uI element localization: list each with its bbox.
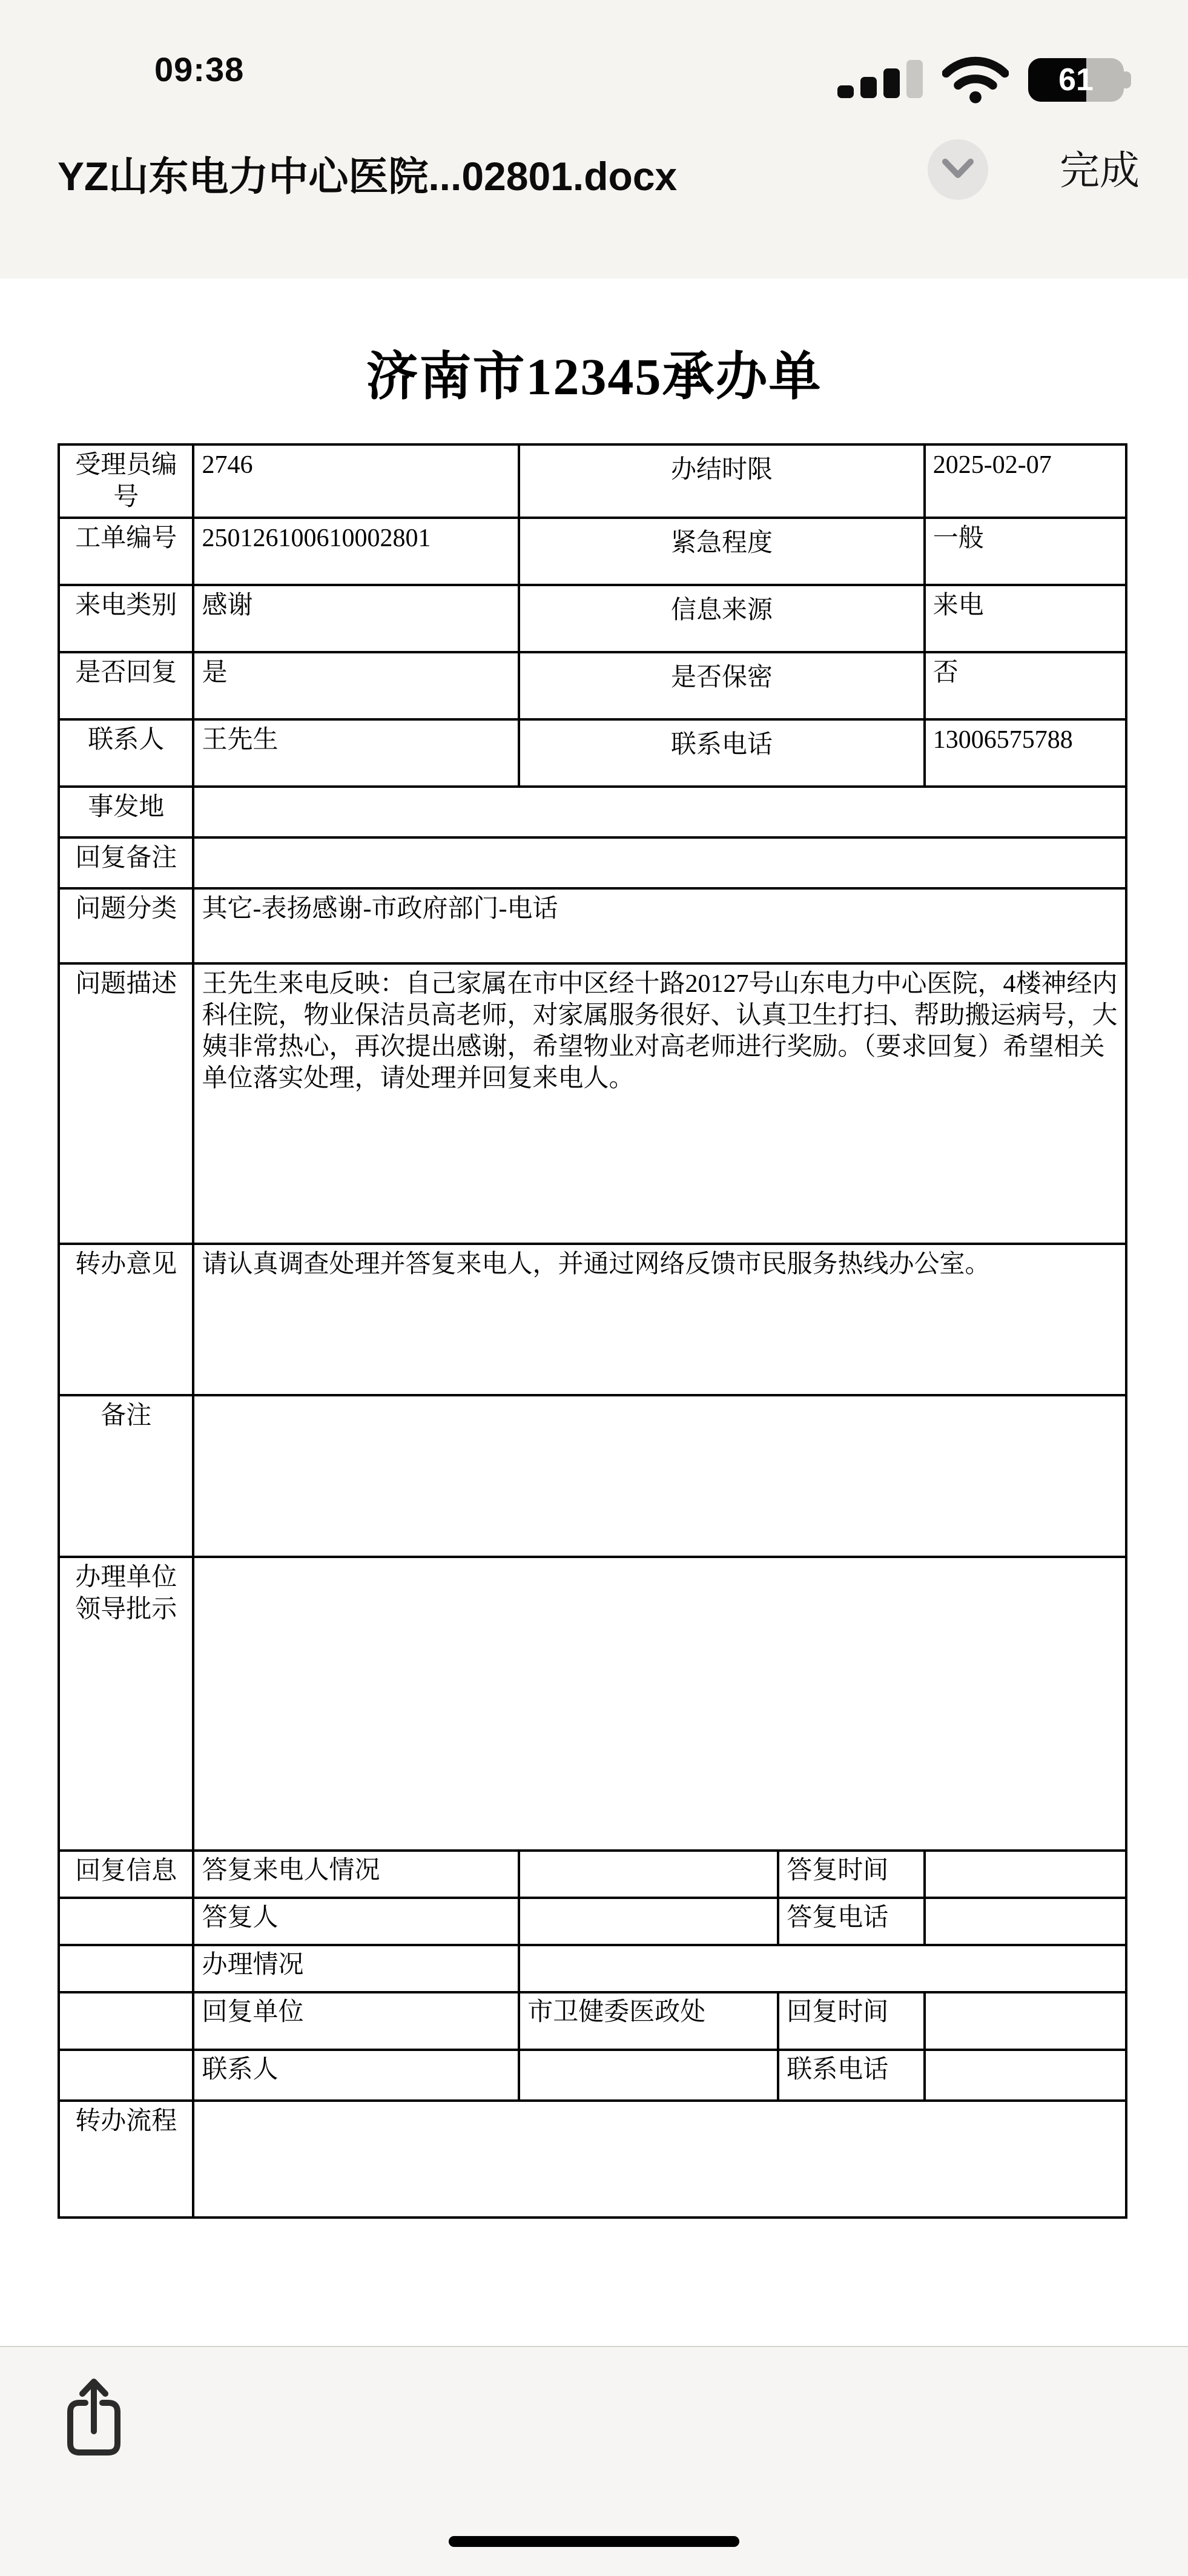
field-label: 受理员编号: [75, 451, 177, 511]
field-label: 联系人: [88, 726, 165, 754]
bottom-toolbar: [0, 2346, 1188, 2576]
field-label: 来电类别: [75, 592, 177, 619]
field-label: 备注: [101, 1402, 152, 1430]
field-value: [519, 1945, 1126, 1992]
field-label: 问题分类: [75, 895, 177, 923]
field-label: 问题描述: [75, 970, 177, 998]
done-button[interactable]: 完成: [1060, 138, 1140, 196]
field-label: 联系电话: [778, 2050, 925, 2101]
filename-menu-button[interactable]: [928, 139, 988, 200]
chevron-down-icon: [940, 157, 975, 182]
field-value: 请认真调查处理并答复来电人，并通过网络反馈市民服务热线办公室。: [193, 1244, 1126, 1395]
field-label: 工单编号: [75, 524, 177, 552]
field-value: [193, 1395, 1126, 1557]
cellular-signal-icon: [837, 59, 928, 98]
field-label: 答复人: [193, 1898, 519, 1945]
field-label: 转办意见: [75, 1250, 177, 1278]
home-indicator[interactable]: [449, 2536, 739, 2547]
field-value: [925, 1898, 1126, 1945]
field-label: 联系人: [193, 2050, 519, 2101]
field-label: 回复单位: [193, 1992, 519, 2050]
table-row: [59, 2101, 1126, 2218]
field-value: 13006575788: [925, 719, 1126, 787]
document-page: [0, 279, 1188, 2346]
field-label: 办理情况: [193, 1945, 519, 1992]
form-title: 济南市12345承办单: [366, 348, 822, 406]
table-row: [59, 719, 1126, 787]
field-value: 2025-02-07: [925, 444, 1126, 518]
form-table: [58, 443, 1127, 2219]
table-row: [59, 1898, 1126, 1945]
table-row: [59, 1557, 1126, 1851]
table-row: [59, 787, 1126, 837]
field-value: [519, 2050, 778, 2101]
field-value: 感谢: [193, 585, 519, 652]
field-value: 其它-表扬感谢-市政府部门-电话: [193, 888, 1126, 963]
field-label: 事发地: [88, 793, 165, 821]
table-row: [59, 1244, 1126, 1395]
field-value: [519, 1851, 778, 1898]
document-filename: YZ山东电力中心医院...02801.docx: [58, 154, 678, 199]
field-label: 答复电话: [778, 1898, 925, 1945]
title-bar: [0, 103, 1188, 279]
field-value: [193, 2101, 1126, 2218]
battery-percent: 61: [1058, 62, 1094, 97]
field-label: 联系电话: [519, 719, 925, 787]
field-value: 王先生: [193, 719, 519, 787]
share-button[interactable]: [62, 2374, 125, 2465]
field-label: 是否回复: [75, 659, 177, 687]
field-label: 答复来电人情况: [193, 1851, 519, 1898]
field-value: [925, 2050, 1126, 2101]
table-row: [59, 837, 1126, 888]
field-value: 王先生来电反映：自己家属在市中区经十路20127号山东电力中心医院，4楼神经内科住院，物业保洁员高老师，对家属服务很好、认真卫生打扫、帮助搬运病号，大姨非常热心，再次提出感谢，希望物业对高老师进行奖励。（要求回复）希望相关单位落实处理，请处理并回复来电人。: [193, 963, 1126, 1244]
status-time: 09:38: [154, 50, 245, 88]
table-row: [59, 1945, 1126, 1992]
field-value: 2746: [193, 444, 519, 518]
table-row: [59, 518, 1126, 585]
field-value: [193, 1557, 1126, 1851]
field-value: 250126100610002801: [193, 518, 519, 585]
field-value: [193, 837, 1126, 888]
field-value: 一般: [925, 518, 1126, 585]
field-label: 回复时间: [778, 1992, 925, 2050]
table-row: [59, 1851, 1126, 1898]
field-label: 回复备注: [75, 844, 177, 872]
field-value: [925, 1851, 1126, 1898]
table-row: [59, 963, 1126, 1244]
field-label: 紧急程度: [519, 518, 925, 585]
field-label: 回复信息: [75, 1857, 177, 1885]
field-label: 答复时间: [778, 1851, 925, 1898]
wifi-icon: [942, 56, 1009, 107]
field-value: 市卫健委医政处: [519, 1992, 778, 2050]
field-value: [193, 787, 1126, 837]
field-label: 是否保密: [519, 652, 925, 719]
table-row: [59, 585, 1126, 652]
share-icon: [62, 2374, 125, 2462]
field-label: 信息来源: [519, 585, 925, 652]
table-row: [59, 1395, 1126, 1557]
field-value: 来电: [925, 585, 1126, 652]
field-label: 办结时限: [519, 444, 925, 518]
field-value: 是: [193, 652, 519, 719]
field-label: 转办流程: [75, 2107, 177, 2135]
table-row: [59, 2050, 1126, 2101]
battery-icon: [1028, 58, 1141, 102]
table-row: [59, 888, 1126, 963]
field-value: [519, 1898, 778, 1945]
status-bar: [0, 0, 1188, 103]
table-row: [59, 1992, 1126, 2050]
field-value: 否: [925, 652, 1126, 719]
field-label: 办理单位领导批示: [75, 1564, 177, 1623]
table-row: [59, 652, 1126, 719]
table-row: [59, 444, 1126, 518]
field-value: [925, 1992, 1126, 2050]
